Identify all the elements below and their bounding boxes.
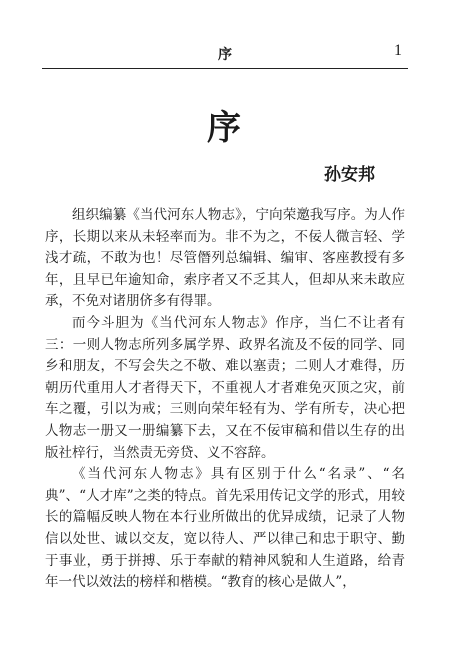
paragraph-3: 《当代河东人物志》具有区别于什么“名录”、“名典”、“人才库”之类的特点。首先采用传记文学的形式，用较长的篇幅反映人物在本行业所做出的优异成绩，记录了人物信以处世、诚以交友，宽以待人、严以律己和忠于职守、勤于事业，勇于拼搏、乐于奉献的精神风貌和人生道路，给青年一代以效法的榜样和楷模。“教育的核心是做人”， (45, 466, 405, 591)
running-header (42, 40, 408, 69)
author-name: 孙安邦 (324, 165, 375, 185)
chapter-title: 序 (207, 108, 243, 148)
paragraph-2: 而今斗胆为《当代河东人物志》作序，当仁不让者有三：一则人物志所列多属学界、政界名流及不佞的同学、同乡和朋友，不写会失之不敬、难以塞责；二则人才难得，历朝历代重用人才者得天下，不重视人才者难免灭顶之灾，前车之覆，引以为戒；三则向荣年轻有为、学有所专，决心把人物志一册又一册编纂下去，又在不佞审稿和借以生存的出版社梓行，当然责无旁贷、义不容辞。 (45, 314, 405, 461)
page-number: 1 (394, 42, 402, 59)
header-title: 序 (218, 47, 232, 63)
body-text (45, 205, 405, 594)
paragraph-1: 组织编纂《当代河东人物志》，宁向荣邀我写序。为人作序，长期以来从未轻率而为。非不为之，不佞人微言轻、学浅才疏，不敢为也！尽管僭列总编辑、编审、客座教授有多年，且早已年逾知命，索序者又不乏其人，但却从来未敢应承，不免对诸朋侪多有得罪。 (45, 207, 405, 310)
